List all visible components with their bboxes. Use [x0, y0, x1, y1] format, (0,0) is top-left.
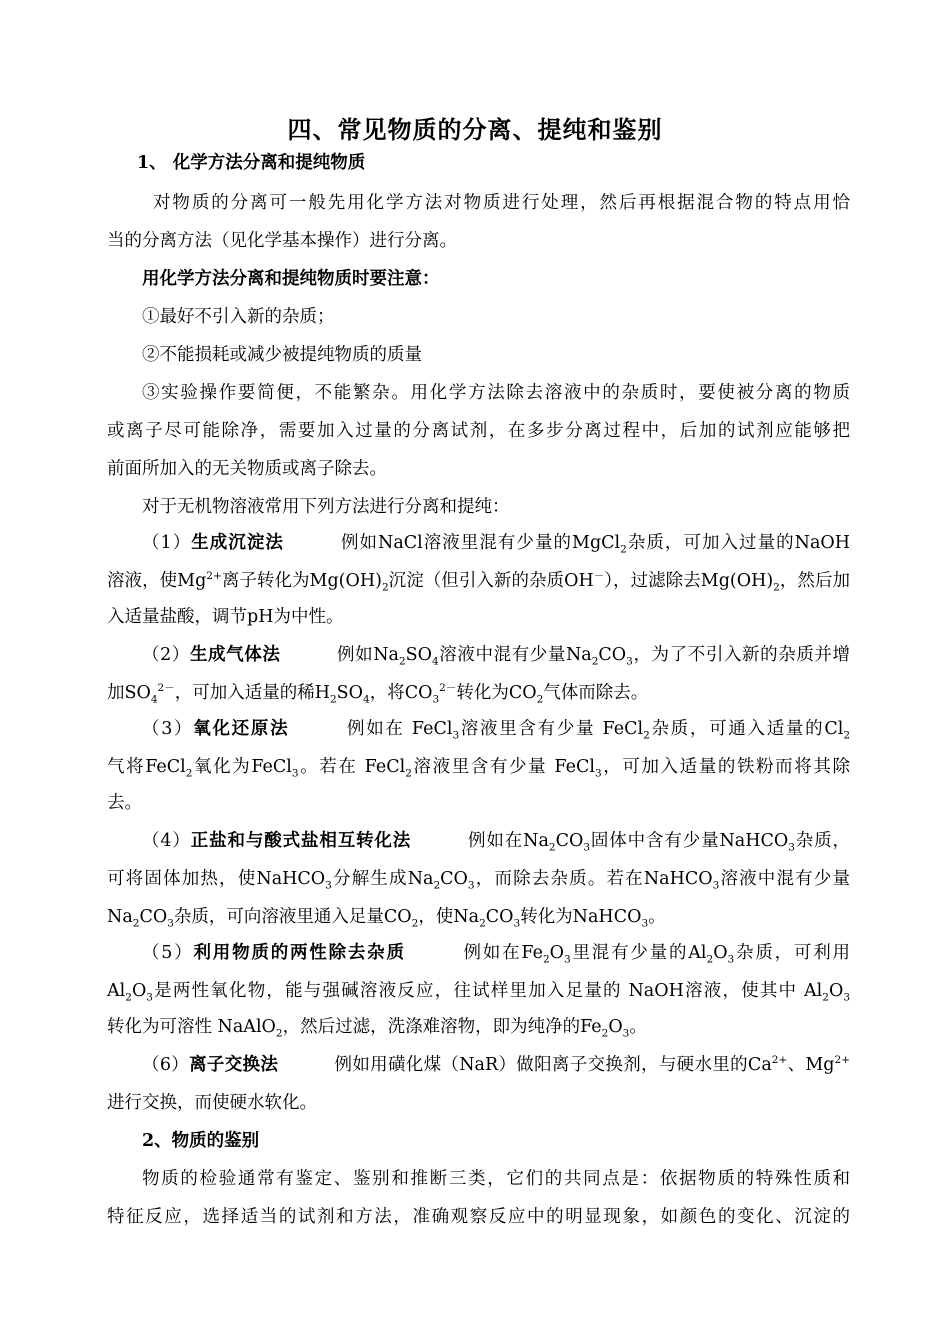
method-2-name: 生成气体法 [189, 645, 281, 665]
method-3-text: 例如在 FeCl$_3$溶液里含有少量 FeCl$_2$杂质，可通入适量的$Cl_2$ [345, 719, 851, 742]
method-4-line-1 [142, 829, 850, 853]
method-4-text: 例如在$Na_2CO_3$固体中含有少量NaHCO$_3$杂质， [467, 831, 851, 854]
method-6-line-2: 进行交换，而使硬水软化。 [107, 1093, 317, 1113]
method-3-line-1 [142, 717, 850, 741]
intro-line-1: 对物质的分离可一般先用化学方法对物质进行处理，然后再根据混合物的特点用恰 [153, 193, 850, 213]
note-1: ①最好不引入新的杂质； [142, 307, 335, 327]
note-3-line-3: 前面所加入的无关物质或离子除去。 [107, 459, 387, 479]
note-2: ②不能损耗或减少被提纯物质的质量 [142, 345, 422, 365]
method-4-name: 正盐和与酸式盐相互转化法 [190, 831, 412, 851]
method-3-number: （3） [142, 719, 194, 739]
method-2-line-1 [142, 643, 850, 667]
method-5-text: 例如在$Fe_2O_3$里混有少量的$Al_2O_3$杂质，可利用 [461, 943, 850, 966]
method-6-number: （6） [142, 1055, 190, 1075]
method-6-text: 例如用磺化煤（NaR）做阳离子交换剂，与硬水里的$Ca^{2+}$、$Mg^{2+}$ [334, 1054, 850, 1075]
method-1-line-3: 入适量盐酸，调节pH为中性。 [107, 607, 344, 627]
method-2-number: （2） [142, 645, 190, 665]
intro-line-2: 当的分离方法（见化学基本操作）进行分离。 [107, 231, 457, 251]
method-1-line-1 [142, 531, 850, 555]
method-1-number: （1） [142, 533, 192, 553]
section-2-line-1: 物质的检验通常有鉴定、鉴别和推断三类，它们的共同点是：依据物质的特殊性质和 [142, 1169, 850, 1189]
page-title: 四、常见物质的分离、提纯和鉴别 [287, 115, 663, 144]
method-4-number: （4） [142, 831, 191, 851]
method-1-text: 例如NaCl溶液里混有少量的MgCl$_2$杂质，可加入过量的NaOH [339, 533, 851, 556]
notes-heading: 用化学方法分离和提纯物质时要注意： [142, 269, 440, 289]
method-4-line-3: $Na_2CO_3$杂质，可向溶液里通入足量$CO_2$，使$Na_2CO_3$转化为NaHCO$_3$。 [107, 907, 666, 930]
method-5-line-1 [142, 941, 850, 965]
section-1-heading: 1、 化学方法分离和提纯物质 [137, 153, 366, 173]
method-3-line-2: 气将FeCl$_2$氧化为FeCl$_3$。若在 FeCl$_2$溶液里含有少量 FeCl$_3$，可加入适量的铁粉而将其除 [107, 757, 851, 780]
method-6-line-1 [142, 1053, 850, 1077]
method-6-name: 离子交换法 [189, 1055, 279, 1075]
method-1-name: 生成沉淀法 [191, 533, 284, 553]
method-5-number: （5） [142, 943, 194, 963]
section-2-line-2: 特征反应，选择适当的试剂和方法，准确观察反应中的明显现象，如颜色的变化、沉淀的 [107, 1207, 850, 1227]
method-3-name: 氧化还原法 [193, 719, 290, 739]
inorganic-intro: 对于无机物溶液常用下列方法进行分离和提纯： [142, 497, 510, 517]
method-3-line-3: 去。 [107, 793, 142, 813]
note-3-line-2: 或离子尽可能除净，需要加入过量的分离试剂，在多步分离过程中，后加的试剂应能够把 [107, 421, 850, 441]
method-5-line-3: 转化为可溶性 NaAlO$_2$，然后过滤，洗涤难溶物，即为纯净的$Fe_2O_3$。 [107, 1017, 647, 1040]
method-1-line-2: 溶液，使$Mg^{2+}$离子转化为$Mg(OH)_2$沉淀（但引入新的杂质OH－），过滤除去$Mg(OH)_2$，然后加 [107, 570, 851, 594]
method-5-name: 利用物质的两性除去杂质 [193, 943, 406, 963]
method-5-line-2: $Al_2O_3$是两性氧化物，能与强碱溶液反应，往试样里加入足量的 NaOH溶液，使其中 $Al_2O_3$ [107, 981, 850, 1004]
note-3-line-1: ③实验操作要简便，不能繁杂。用化学方法除去溶液中的杂质时，要使被分离的物质 [142, 383, 850, 403]
method-2-line-2: 加$SO_4^{2-}$，可加入适量的稀$H_2SO_4$，将$CO_3^{2-}$转化为$CO_2$气体而除去。 [107, 682, 649, 706]
section-2-heading: 2、物质的鉴别 [142, 1131, 260, 1151]
method-4-line-2: 可将固体加热，使NaHCO$_3$分解生成$Na_2CO_3$，而除去杂质。若在NaHCO$_3$溶液中混有少量 [107, 869, 851, 892]
method-2-text: 例如$Na_2SO_4$溶液中混有少量$Na_2CO_3$，为了不引入新的杂质并增 [336, 645, 851, 668]
